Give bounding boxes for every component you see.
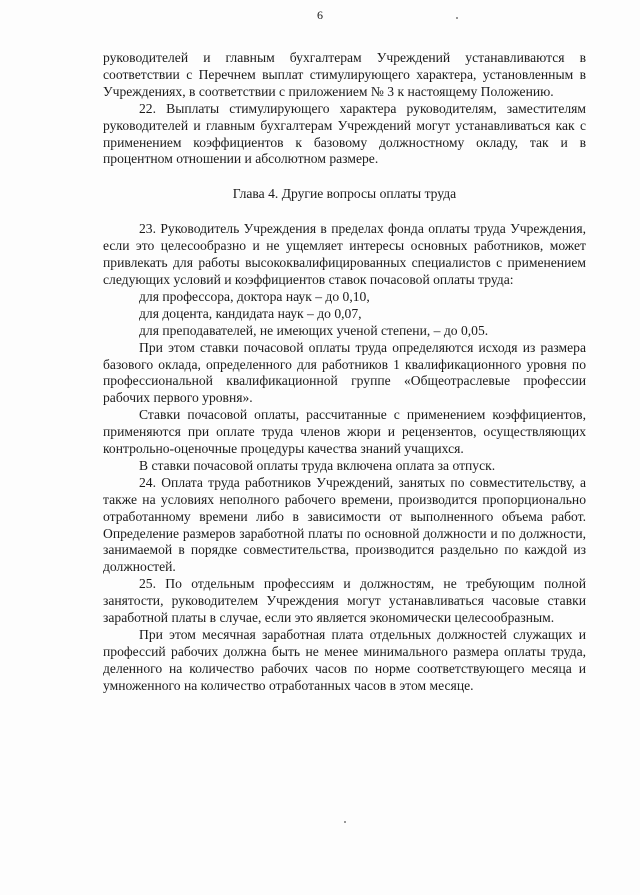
list-item: для преподавателей, не имеющих ученой степени, – до 0,05. — [139, 322, 489, 338]
paragraph-hourly-rate-basis: При этом ставки почасовой оплаты труда определяются исходя из размера базового оклада, определенного для работников 1 квалификационного уровня по профессиональной квалификационной группе «Общеотраслевые профессии рабочих первого уровня». — [103, 339, 586, 406]
page-number: 6 — [317, 8, 323, 22]
paragraph-continuation: руководителей и главным бухгалтерам Учреждений устанавливаются в соответствии с Перечнем выплат стимулирующего характера, установленным в Учреждениях, в соответствии с приложением № 3 к настоящему Положению. — [103, 50, 586, 99]
scan-speck — [456, 17, 458, 19]
list-item: для профессора, доктора наук – до 0,10, — [139, 288, 370, 304]
list-item: для доцента, кандидата наук – до 0,07, — [139, 305, 362, 321]
paragraph-24: 24. Оплата труда работников Учреждений, занятых по совместительству, а также на условиях неполного рабочего времени, производится пропорционально отработанному времени либо в зависимости от выполненного объема работ. Определение размеров заработной платы по основной должности и по должности, занимаемой в порядке совместительства, производится раздельно по каждой из должностей. — [103, 474, 586, 575]
chapter-heading: Глава 4. Другие вопросы оплаты труда — [232, 186, 457, 202]
paragraph-22: 22. Выплаты стимулирующего характера руководителям, заместителям руководителей и главным бухгалтерам Учреждений могут устанавливаться как с применением коэффициентов к базовому должностному окладу, так и в процентном отношении и абсолютном размере. — [103, 100, 586, 167]
paragraph-vacation-pay: В ставки почасовой оплаты труда включена оплата за отпуск. — [139, 457, 496, 473]
paragraph-monthly-salary: При этом месячная заработная плата отдельных должностей служащих и профессий рабочих должна быть не менее минимального размера оплаты труда, деленного на количество рабочих часов по норме соответствующего месяца и умноженного на количество отработанных часов в этом месяце. — [103, 627, 586, 693]
rates-list — [103, 289, 586, 340]
scan-speck — [344, 821, 346, 823]
paragraph-hourly-rate-application: Ставки почасовой оплаты, рассчитанные с применением коэффициентов, применяются при оплате труда членов жюри и рецензентов, осуществляющих контрольно-оценочные процедуры качества знаний учащихся. — [103, 407, 586, 457]
document-body — [103, 50, 586, 695]
paragraph-25: 25. По отдельным профессиям и должностям, не требующим полной занятости, руководителем Учреждения могут устанавливаться часовые ставки заработной платы в случае, если это является экономически целесообразным. — [103, 576, 586, 626]
paragraph-23: 23. Руководитель Учреждения в пределах фонда оплаты труда Учреждения, если это целесообразно и не ущемляет интересы основных работников, может привлекать для работы высококвалифицированных специалистов с применением следующих условий и коэффициентов ставок почасовой оплаты труда: — [103, 221, 586, 287]
